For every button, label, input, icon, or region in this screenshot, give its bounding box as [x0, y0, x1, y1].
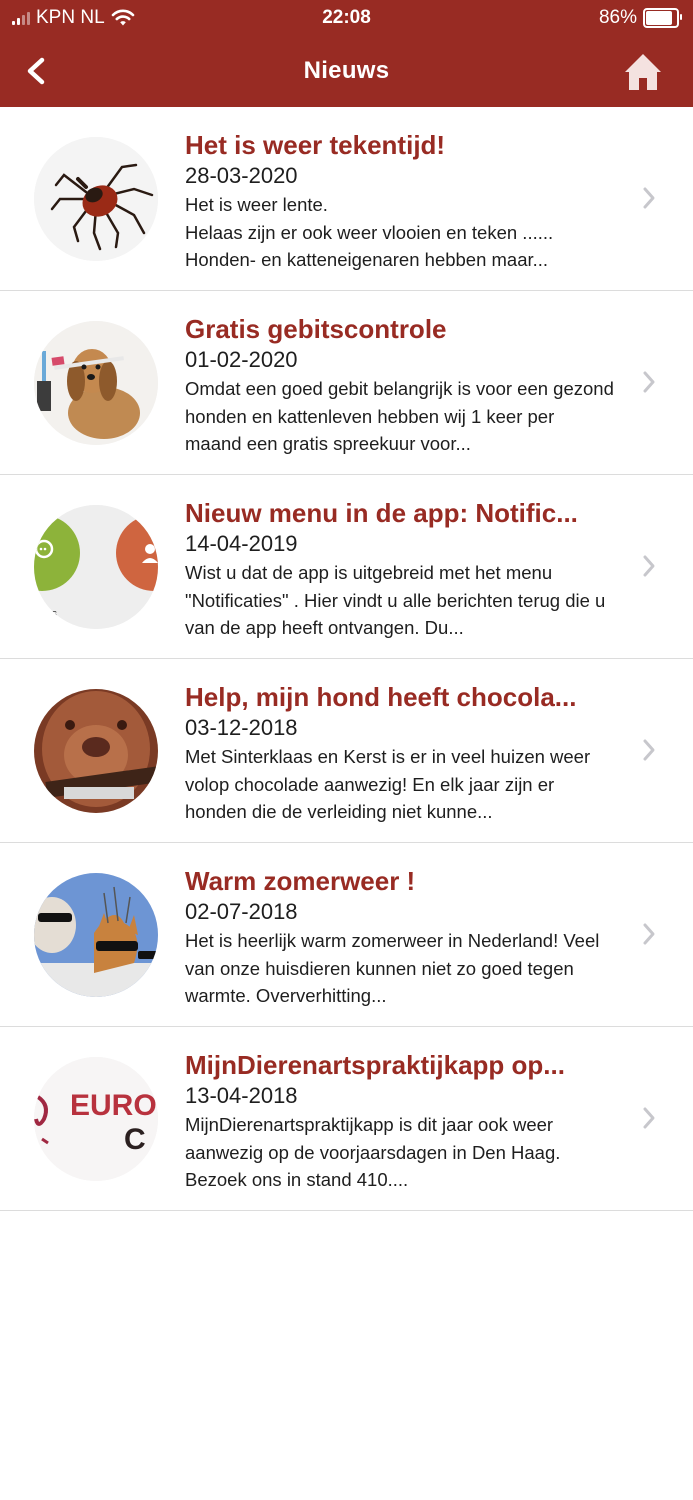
news-thumbnail-dog-toothbrush [34, 321, 158, 445]
news-text [185, 865, 615, 1010]
news-item[interactable] [0, 291, 693, 475]
battery-percent: 86% [598, 7, 637, 28]
news-summary: Omdat een goed gebit belangrijk is voor een gezond honden en kattenleven hebben wij 1 keer per maand een gratis spreekuur voor... [185, 378, 614, 454]
news-title: Nieuw menu in de app: Notific... [185, 498, 578, 528]
page-title: Nieuws [303, 57, 390, 84]
news-thumbnail-app-menu [34, 505, 158, 629]
news-item[interactable] [0, 107, 693, 291]
news-text [185, 313, 615, 458]
news-item[interactable] [0, 475, 693, 659]
news-title: Gratis gebitscontrole [185, 314, 447, 344]
news-date: 01-02-2020 [185, 347, 298, 372]
thumbnail-logo-subtext: C [124, 1123, 146, 1156]
chevron-right-icon [641, 921, 657, 947]
news-item[interactable] [0, 1027, 693, 1211]
news-summary: Het is weer lente. Helaas zijn er ook weer vlooien en teken ...... Honden- en katteneigenaren hebben maar... [185, 194, 554, 270]
news-date: 03-12-2018 [185, 715, 298, 740]
news-title: Het is weer tekentijd! [185, 130, 446, 160]
app-header [0, 0, 693, 107]
chevron-right-icon [641, 1105, 657, 1131]
news-date: 28-03-2020 [185, 163, 298, 188]
chevron-right-icon [641, 553, 657, 579]
chevron-right-icon [641, 369, 657, 395]
news-title: MijnDierenartspraktijkapp op... [185, 1050, 565, 1080]
news-date: 14-04-2019 [185, 531, 298, 556]
news-date: 02-07-2018 [185, 899, 298, 924]
news-summary: Wist u dat de app is uitgebreid met het menu "Notificaties" . Hier vindt u alle berichten terug die u van de app heeft ontvangen. Du... [185, 562, 606, 638]
news-item[interactable] [0, 659, 693, 843]
news-thumbnail-cats-sunglasses [34, 873, 158, 997]
news-date: 13-04-2018 [185, 1083, 298, 1108]
clock: 22:08 [322, 7, 371, 28]
status-bar [0, 0, 693, 36]
home-button[interactable] [621, 50, 665, 94]
home-icon [621, 50, 665, 94]
carrier-name: KPN NL [36, 7, 105, 28]
chevron-right-icon [641, 185, 657, 211]
thumbnail-menu-label: ties [40, 608, 58, 620]
news-item[interactable] [0, 843, 693, 1027]
news-text [185, 681, 615, 826]
news-summary: Met Sinterklaas en Kerst is er in veel huizen weer volop chocolade aanwezig! En elk jaar zijn er honden die de verleiding niet kunne... [185, 746, 591, 822]
battery-icon [643, 8, 679, 28]
news-title: Help, mijn hond heeft chocola... [185, 682, 577, 712]
news-text [185, 129, 615, 274]
news-list [0, 107, 693, 1211]
nav-bar [0, 40, 693, 104]
chevron-right-icon [641, 737, 657, 763]
news-thumbnail-dog-chocolate [34, 689, 158, 813]
news-text [185, 1049, 615, 1194]
news-text [185, 497, 615, 642]
news-summary: MijnDierenartspraktijkapp is dit jaar ook weer aanwezig op de voorjaarsdagen in Den Haag. Bezoek ons in stand 410.... [185, 1114, 561, 1190]
news-summary: Het is heerlijk warm zomerweer in Nederland! Veel van onze huisdieren kunnen niet zo goed tegen warmte. Oververhitting... [185, 930, 600, 1006]
thumbnail-logo-text: EURO [70, 1089, 157, 1122]
news-title: Warm zomerweer ! [185, 866, 416, 896]
news-thumbnail-tick [34, 137, 158, 261]
status-right [599, 7, 679, 29]
news-thumbnail-event-logo [34, 1057, 158, 1181]
